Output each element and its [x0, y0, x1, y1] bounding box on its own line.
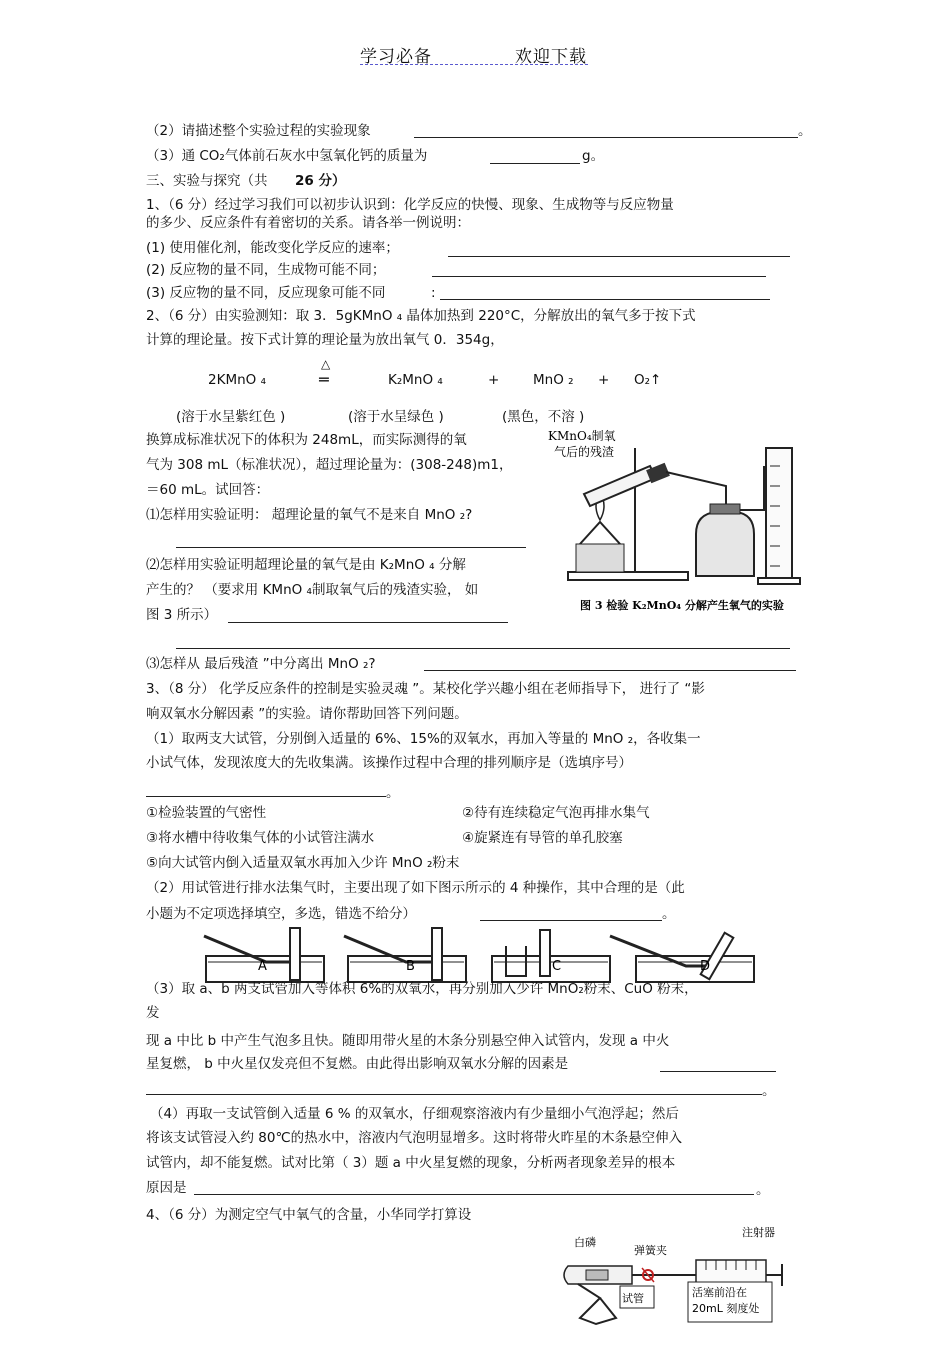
eq-plus: + — [598, 372, 610, 388]
unit-g: g。 — [582, 148, 605, 164]
note-2: (溶于水呈绿色 ) — [348, 409, 444, 425]
q2-text-3: 换算成标准状况下的体积为 248mL，而实际测得的氧 — [146, 432, 467, 448]
period: 。 — [756, 1182, 770, 1198]
fig4-syringe: 注射器 — [742, 1226, 775, 1239]
answer-blank — [660, 1071, 776, 1072]
answer-blank — [228, 622, 508, 623]
q3-sub-4d: 原因是 — [146, 1180, 187, 1196]
figure-4 — [556, 1214, 786, 1330]
q3-sub-3d: 星复燃， b 中火星仅发亮但不复燃。由此得出影响双氧水分解的因素是 — [146, 1056, 569, 1072]
answer-blank — [146, 1094, 762, 1095]
q2-intro: 2、（6 分）由实验测知：取 3．5gKMnO ₄ 晶体加热到 220°C，分解放出的氧气多于按下式 — [146, 308, 696, 324]
section-title: 三、实验与探究（共 — [146, 173, 268, 189]
q3-sub-2: （2）用试管进行排水法集气时，主要出现了如下图示所示的 4 种操作，其中合理的是（此 — [146, 880, 685, 896]
eq-product-1: K₂MnO ₄ — [388, 372, 443, 388]
q2-sub-2: ⑵怎样用实验证明超理论量的氧气是由 K₂MnO ₄ 分解 — [146, 557, 466, 573]
setup-d — [610, 933, 754, 982]
q2-text-4: 气为 308 mL（标准状况），超过理论量为：(308-248)m1， — [146, 457, 513, 473]
header-right: 欢迎下载 — [515, 47, 587, 67]
option-3: ③将水槽中待收集气体的小试管注满水 — [146, 830, 375, 846]
figure-3 — [540, 426, 816, 618]
label-d: D — [700, 959, 711, 974]
figure-abcd — [196, 926, 796, 984]
fig3-caption: 图 3 检验 K₂MnO₄ 分解产生氧气的实验 — [580, 599, 784, 612]
q3-intro: 3、（8 分） 化学反应条件的控制是实验灵魂 ”。某校化学兴趣小组在老师指导下， 进行了 “影 — [146, 681, 705, 697]
label-a: A — [258, 959, 267, 974]
option-5: ⑤向大试管内倒入适量双氧水再加入少许 MnO ₂粉末 — [146, 855, 460, 871]
answer-blank — [146, 796, 386, 797]
q3-sub-2b: 小题为不定项选择填空，多选，错选不给分） — [146, 906, 416, 922]
fig4-piston-label-1: 活塞前沿在 — [692, 1286, 747, 1299]
q1-item-1: (1) 使用催化剂，能改变化学反应的速率； — [146, 240, 399, 256]
q4-intro: 4、（6 分）为测定空气中氧气的含量，小华同学打算设 — [146, 1207, 472, 1223]
option-2: ②待有连续稳定气泡再排水集气 — [462, 805, 650, 821]
setup-c — [492, 930, 610, 982]
q2-sub-2c: 图 3 所示） — [146, 607, 218, 623]
fig4-spring-clip: 弹簧夹 — [634, 1244, 667, 1257]
fig4-tube-label: 试管 — [622, 1292, 644, 1305]
period: 。 — [386, 785, 400, 801]
q1-text-2: 的多少、反应条件有着密切的关系。请各举一例说明： — [146, 215, 470, 231]
q3-sub-4: （4）再取一支试管倒入适量 6 % 的双氧水，仔细观察溶液内有少量细小气泡浮起；然后 — [150, 1106, 679, 1122]
eq-reactant: 2KMnO ₄ — [208, 372, 266, 388]
answer-blank — [414, 137, 798, 138]
answer-blank — [448, 256, 790, 257]
eq-plus: + — [488, 372, 500, 388]
answer-blank — [480, 920, 662, 921]
note-1: (溶于水呈紫红色 ) — [176, 409, 286, 425]
q2-sub-2b: 产生的？ （要求用 KMnO ₄制取氧气后的残渣实验， 如 — [146, 582, 479, 598]
q3-sub-4c: 试管内，却不能复燃。试对比第（ 3）题 a 中火星复燃的现象，分析两者现象差异的根本 — [146, 1155, 676, 1171]
q3-sub-3c: 现 a 中比 b 中产生气泡多且快。随即用带火星的木条分别悬空伸入试管内，发现 a 中火 — [146, 1033, 670, 1049]
q2-intro-2: 计算的理论量。按下式计算的理论量为放出氧气 0．354g， — [146, 332, 504, 348]
period: 。 — [798, 123, 812, 139]
q2-sub-3: ⑶怎样从 最后残渣 ”中分离出 MnO ₂? — [146, 656, 376, 672]
answer-blank — [176, 547, 526, 548]
q3-sub-3: （3）取 a、b 两支试管加入等体积 6%的双氧水，再分别加入少许 MnO₂粉末、CuO 粉末， — [146, 981, 698, 997]
answer-blank — [432, 276, 766, 277]
header-underline — [360, 64, 588, 65]
eq-arrow: ═ — [319, 370, 329, 389]
option-1: ①检验装置的气密性 — [146, 805, 267, 821]
label-c: C — [552, 959, 562, 974]
section-points: 26 分） — [295, 173, 346, 189]
q2-text: （2）请描述整个实验过程的实验现象 — [146, 123, 371, 139]
label-b: B — [406, 959, 415, 974]
fig4-white-phosphorus: 白磷 — [574, 1236, 596, 1249]
q1-item-3: (3) 反应物的量不同，反应现象可能不同 — [146, 285, 386, 301]
q2-sub-1: ⑴怎样用实验证明： 超理论量的氧气不是来自 MnO ₂? — [146, 507, 473, 523]
eq-product-3: O₂↑ — [634, 372, 662, 388]
setup-b — [344, 928, 466, 982]
header-left: 学习必备 — [360, 47, 432, 67]
answer-blank — [194, 1194, 754, 1195]
q1-item-2: (2) 反应物的量不同，生成物可能不同； — [146, 262, 386, 278]
answer-blank — [490, 163, 580, 164]
fig4-piston-label-2: 20mL 刻度处 — [692, 1302, 760, 1315]
colon: : — [431, 285, 436, 301]
answer-blank — [176, 648, 790, 649]
option-4: ④旋紧连有导管的单孔胶塞 — [462, 830, 623, 846]
answer-blank — [440, 299, 770, 300]
q1-text: 1、（6 分）经过学习我们可以初步认识到：化学反应的快慢、现象、生成物等与反应物量 — [146, 197, 674, 213]
q2-text-5: ＝60 mL。试回答： — [146, 482, 270, 498]
q3-sub-1b: 小试气体，发现浓度大的先收集满。该操作过程中合理的排列顺序是（选填序号） — [146, 755, 632, 771]
eq-product-2: MnO ₂ — [533, 372, 574, 388]
q3-sub-1: （1）取两支大试管，分别倒入适量的 6%、15%的双氧水，再加入等量的 MnO ₂，各收集一 — [146, 731, 701, 747]
period: 。 — [662, 906, 676, 922]
answer-blank — [424, 670, 796, 671]
setup-a — [204, 928, 324, 982]
q3-sub-3b: 发 — [146, 1005, 160, 1021]
eq-condition: △ — [321, 357, 331, 371]
fig3-label-top: KMnO₄制氧 — [548, 429, 616, 443]
q3-sub-4b: 将该支试管浸入约 80℃的热水中，溶液内气泡明显增多。这时将带火昨星的木条悬空伸入 — [146, 1130, 683, 1146]
q3-intro-2: 响双氧水分解因素 ”的实验。请你帮助回答下列问题。 — [146, 706, 468, 722]
note-3: (黑色，不溶 ) — [502, 409, 585, 425]
fig3-label-bottom: 气后的残渣 — [554, 445, 615, 459]
period: 。 — [762, 1083, 776, 1099]
q3-text: （3）通 CO₂气体前石灰水中氢氧化钙的质量为 — [146, 148, 428, 164]
